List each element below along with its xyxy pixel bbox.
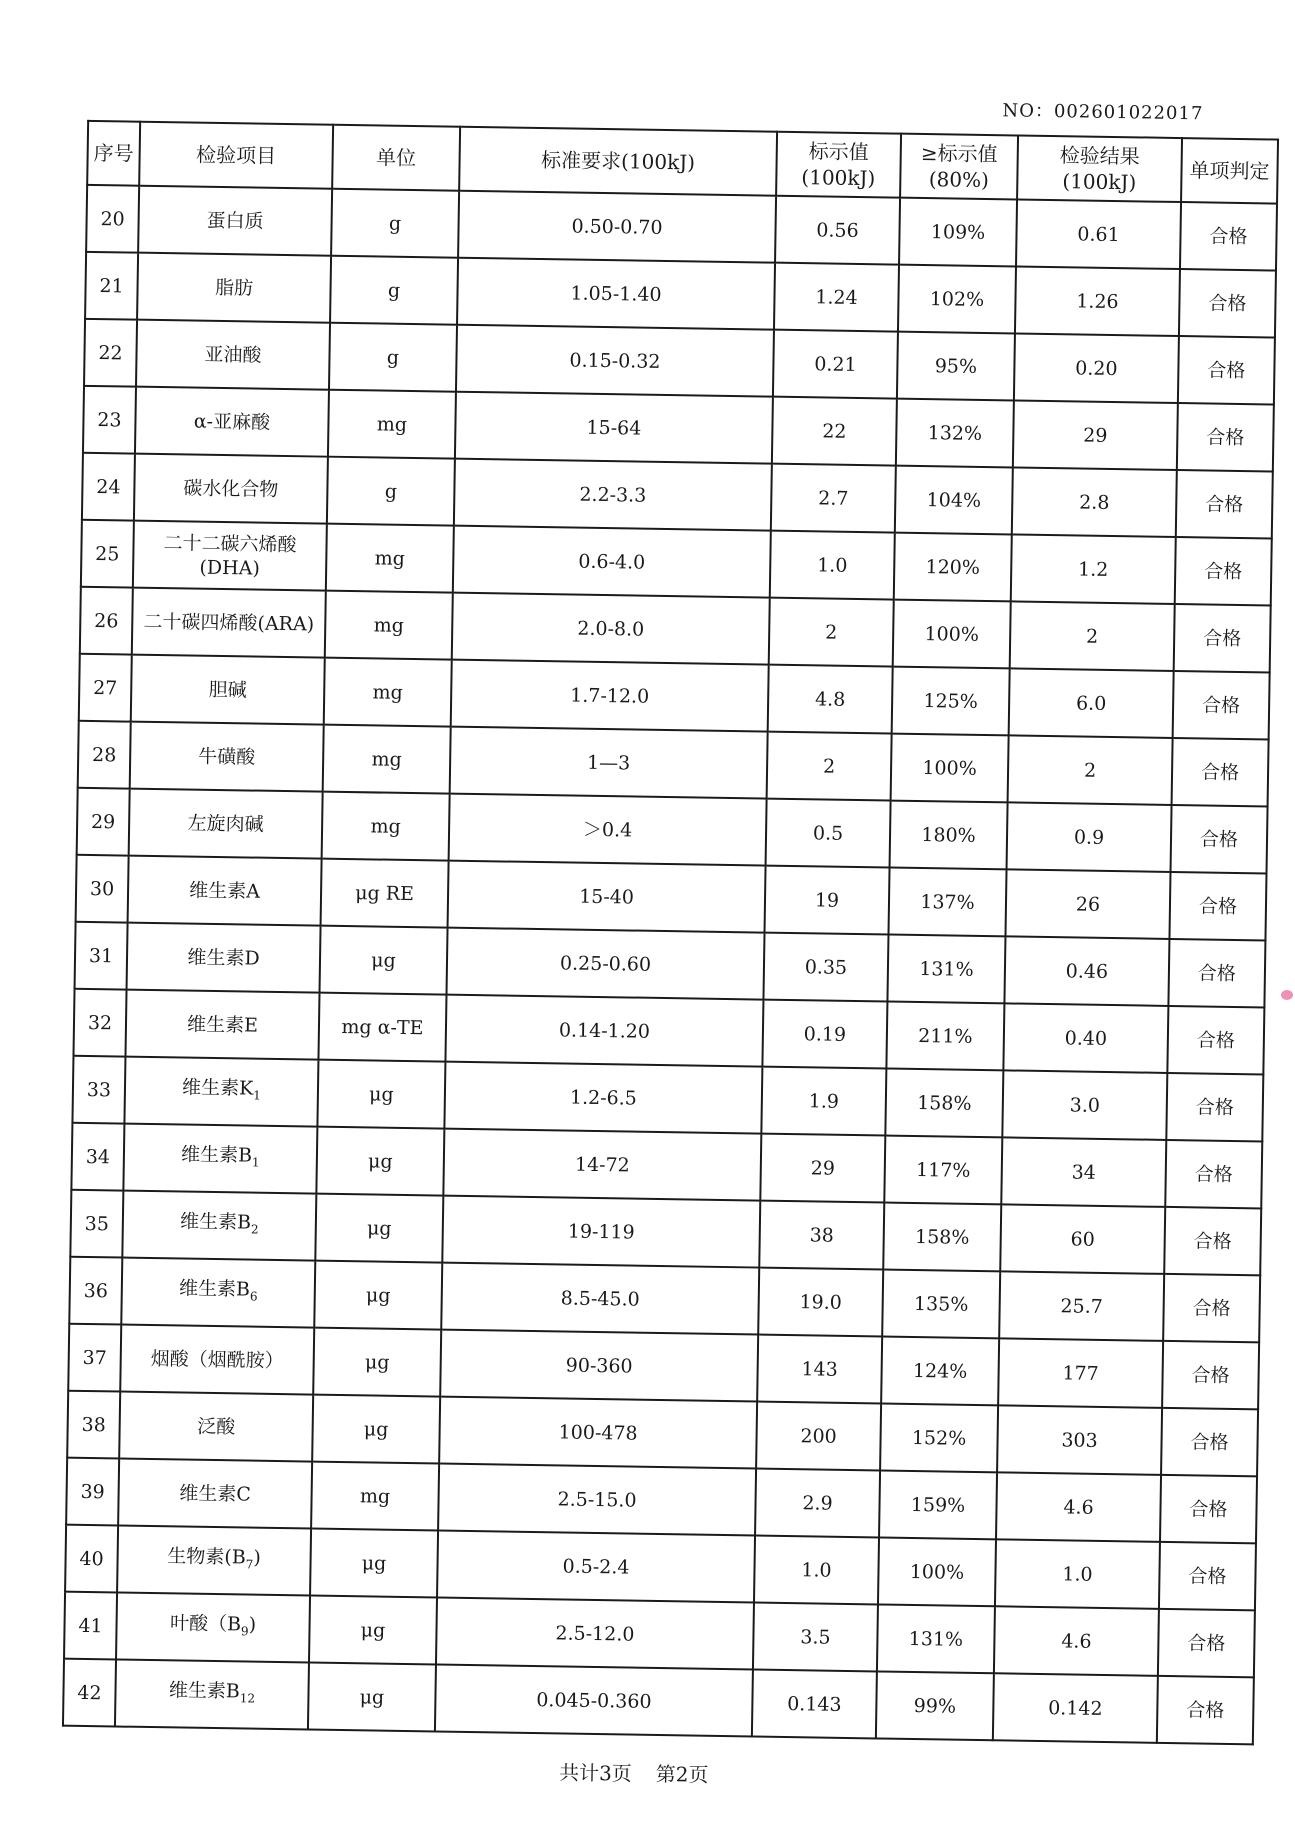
- header-label-value-line2: (100kJ): [801, 165, 876, 191]
- header-percent-line2: (80%): [928, 167, 990, 193]
- header-percent-line1: ≥标示值: [920, 140, 998, 167]
- row-item: [116, 1592, 310, 1662]
- row-percent: 104%: [895, 466, 1013, 535]
- row-standard: 15-64: [455, 392, 773, 464]
- total-pages: 共计3页: [558, 1760, 632, 1786]
- row-unit: mg: [323, 725, 451, 794]
- row-number: 31: [75, 922, 128, 990]
- row-judgement: 合格: [1158, 1609, 1255, 1677]
- row-number: 36: [69, 1257, 122, 1325]
- row-result: 0.46: [1004, 936, 1169, 1006]
- row-result: 34: [1001, 1137, 1166, 1207]
- row-unit: mg: [324, 658, 452, 727]
- row-label-value: 0.5: [766, 799, 891, 868]
- row-result: 1.2: [1011, 534, 1176, 604]
- row-result: 6.0: [1009, 668, 1174, 738]
- row-item: [123, 1124, 317, 1194]
- row-item: [133, 521, 327, 591]
- row-item: [132, 588, 326, 658]
- row-result: 0.20: [1014, 333, 1179, 403]
- row-judgement: 合格: [1173, 671, 1270, 739]
- row-label-value: 4.8: [768, 665, 893, 734]
- row-result: 1.26: [1015, 266, 1180, 336]
- row-number: 42: [63, 1659, 116, 1727]
- row-percent: 109%: [899, 198, 1017, 267]
- row-judgement: 合格: [1180, 202, 1277, 270]
- header-label-value-line1: 标示值: [808, 139, 869, 165]
- item-suffix: (DHA): [199, 556, 261, 580]
- item-name: 二十碳四烯酸(ARA): [143, 610, 315, 635]
- row-number: 29: [77, 788, 130, 856]
- row-number: 25: [81, 520, 134, 588]
- row-standard: 0.6-4.0: [453, 526, 771, 598]
- item-name: 胆碱: [208, 678, 247, 701]
- inspection-table: [62, 120, 1279, 1746]
- row-item: [117, 1526, 311, 1596]
- row-label-value: 0.19: [762, 1000, 887, 1069]
- row-number: 39: [66, 1458, 119, 1526]
- row-label-value: 143: [757, 1335, 882, 1404]
- row-judgement: 合格: [1176, 470, 1273, 538]
- row-number: 26: [80, 587, 133, 655]
- row-label-value: 1.24: [774, 263, 899, 332]
- item-name: 亚油酸: [204, 343, 262, 367]
- row-judgement: 合格: [1160, 1475, 1257, 1543]
- row-result: 0.40: [1003, 1003, 1168, 1073]
- ink-stain: [1281, 990, 1293, 1000]
- row-standard: 8.5-45.0: [441, 1263, 759, 1335]
- row-percent: 100%: [893, 600, 1011, 669]
- item-name: α-亚麻酸: [193, 410, 271, 434]
- item-name: 烟酸（烟酰胺）: [150, 1347, 284, 1372]
- row-number: 41: [64, 1592, 117, 1660]
- row-percent: 131%: [877, 1604, 995, 1673]
- row-label-value: 38: [759, 1201, 884, 1270]
- row-item: [137, 253, 331, 323]
- row-judgement: 合格: [1166, 1073, 1263, 1141]
- row-number: 23: [83, 386, 136, 454]
- row-judgement: 合格: [1171, 805, 1268, 873]
- item-name: 维生素B: [180, 1143, 253, 1167]
- row-percent: 152%: [880, 1403, 998, 1472]
- row-standard: 0.25-0.60: [446, 928, 764, 1000]
- row-judgement: 合格: [1163, 1274, 1260, 1342]
- row-standard: 2.0-8.0: [452, 593, 770, 665]
- row-label-value: 0.143: [752, 1669, 877, 1738]
- row-result: 25.7: [999, 1271, 1164, 1341]
- row-judgement: 合格: [1159, 1542, 1256, 1610]
- row-unit: μg: [310, 1529, 438, 1598]
- row-label-value: 1.0: [754, 1536, 879, 1605]
- row-unit: mg: [328, 390, 456, 459]
- row-label-value: 0.56: [775, 196, 900, 265]
- row-result: 303: [997, 1405, 1162, 1475]
- row-label-value: 0.35: [763, 933, 888, 1002]
- row-item: [136, 320, 330, 390]
- row-standard: 2.5-15.0: [438, 1464, 756, 1536]
- row-result: 4.6: [994, 1606, 1159, 1676]
- header-unit: 单位: [332, 125, 460, 191]
- item-subscript: 6: [249, 1289, 258, 1304]
- item-name: 二十二碳六烯酸: [163, 531, 297, 556]
- row-percent: 120%: [894, 533, 1012, 602]
- row-percent: 137%: [888, 868, 1006, 937]
- row-judgement: 合格: [1177, 403, 1274, 471]
- row-number: 33: [72, 1056, 125, 1124]
- row-result: 2: [1010, 601, 1175, 671]
- row-label-value: 2: [769, 598, 894, 667]
- row-standard: ＞0.4: [449, 794, 767, 866]
- row-judgement: 合格: [1161, 1408, 1258, 1476]
- header-judgement: 单项判定: [1181, 138, 1278, 204]
- row-percent: 102%: [898, 265, 1016, 334]
- row-unit: μg RE: [321, 859, 449, 928]
- row-item: [125, 990, 319, 1060]
- item-subscript: 12: [239, 1691, 256, 1706]
- row-judgement: 合格: [1157, 1676, 1254, 1744]
- row-item: [138, 186, 332, 256]
- row-label-value: 29: [760, 1134, 885, 1203]
- row-standard: 2.2-3.3: [454, 459, 772, 531]
- row-standard: 19-119: [442, 1196, 760, 1268]
- item-name: 泛酸: [196, 1415, 236, 1438]
- row-number: 20: [86, 185, 139, 253]
- row-item: [128, 856, 322, 926]
- row-unit: mg α-TE: [318, 993, 446, 1062]
- item-name: 维生素E: [186, 1013, 259, 1037]
- item-name: 维生素A: [189, 879, 261, 903]
- row-unit: mg: [311, 1462, 439, 1531]
- row-unit: μg: [315, 1194, 443, 1263]
- row-item: [124, 1057, 318, 1127]
- row-judgement: 合格: [1178, 336, 1275, 404]
- header-result-line1: 检验结果: [1059, 143, 1140, 169]
- row-number: 21: [85, 252, 138, 320]
- row-result: 1.0: [995, 1539, 1160, 1609]
- row-percent: 135%: [882, 1269, 1000, 1338]
- row-number: 30: [76, 855, 129, 923]
- row-judgement: 合格: [1162, 1341, 1259, 1409]
- item-name: 生物素(B: [167, 1545, 246, 1569]
- row-judgement: 合格: [1164, 1207, 1261, 1275]
- row-judgement: 合格: [1174, 604, 1271, 672]
- row-standard: 15-40: [448, 861, 766, 933]
- row-percent: 211%: [886, 1002, 1004, 1071]
- row-judgement: 合格: [1165, 1140, 1262, 1208]
- row-judgement: 合格: [1175, 537, 1272, 605]
- row-result: 0.61: [1016, 199, 1181, 269]
- header-label-value: [776, 132, 901, 198]
- row-percent: 180%: [890, 801, 1008, 870]
- row-label-value: 2: [767, 732, 892, 801]
- row-standard: 1—3: [450, 727, 768, 799]
- item-name: 叶酸（B: [169, 1612, 242, 1636]
- row-unit: g: [331, 189, 459, 258]
- row-percent: 99%: [876, 1671, 994, 1740]
- row-label-value: 0.21: [773, 330, 898, 399]
- row-standard: 0.045-0.360: [435, 1665, 753, 1737]
- row-result: 4.6: [996, 1472, 1161, 1542]
- row-result: 0.142: [993, 1673, 1158, 1743]
- item-subscript: 1: [251, 1155, 260, 1170]
- item-name: 维生素B: [168, 1679, 241, 1703]
- header-percent: [900, 134, 1018, 200]
- item-name: 维生素C: [179, 1481, 252, 1506]
- item-name: 蛋白质: [206, 209, 264, 233]
- row-unit: μg: [314, 1261, 442, 1330]
- row-item: [131, 655, 325, 725]
- row-number: 22: [84, 319, 137, 387]
- row-number: 24: [82, 453, 135, 521]
- row-label-value: 2.9: [755, 1469, 880, 1538]
- row-unit: μg: [312, 1395, 440, 1464]
- item-name: 维生素B: [178, 1277, 251, 1301]
- header-standard: 标准要求(100kJ): [459, 127, 777, 196]
- row-standard: 0.15-0.32: [456, 325, 774, 397]
- item-name: 维生素K: [181, 1076, 254, 1100]
- row-standard: 100-478: [439, 1397, 757, 1469]
- row-item: [115, 1659, 309, 1729]
- row-label-value: 1.9: [761, 1067, 886, 1136]
- row-standard: 0.14-1.20: [445, 995, 763, 1067]
- row-judgement: 合格: [1169, 872, 1266, 940]
- row-result: 177: [998, 1338, 1163, 1408]
- row-item: [127, 923, 321, 993]
- row-result: 26: [1005, 869, 1170, 939]
- row-unit: mg: [325, 591, 453, 660]
- item-name: 左旋肉碱: [187, 812, 264, 836]
- row-percent: 158%: [885, 1069, 1003, 1138]
- row-standard: 14-72: [443, 1129, 761, 1201]
- row-item: [135, 387, 329, 457]
- row-number: 40: [65, 1525, 118, 1593]
- row-label-value: 1.0: [770, 531, 895, 600]
- row-percent: 95%: [897, 332, 1015, 401]
- row-percent: 124%: [881, 1336, 999, 1405]
- row-result: 60: [1000, 1204, 1165, 1274]
- header-item: 检验项目: [139, 122, 333, 189]
- report-number: NO：002601022017: [1002, 100, 1204, 125]
- row-item: [129, 789, 323, 859]
- item-subscript: 2: [250, 1222, 259, 1237]
- row-unit: mg: [322, 792, 450, 861]
- row-number: 27: [79, 654, 132, 722]
- table-body: [63, 185, 1277, 1745]
- item-name: 维生素D: [187, 946, 260, 970]
- row-judgement: 合格: [1179, 269, 1276, 337]
- row-item: [120, 1325, 314, 1395]
- row-percent: 131%: [887, 935, 1005, 1004]
- row-unit: μg: [313, 1328, 441, 1397]
- header-result-line2: (100kJ): [1062, 169, 1137, 195]
- row-percent: 158%: [883, 1203, 1001, 1272]
- row-standard: 0.50-0.70: [458, 191, 776, 263]
- item-subscript: 1: [253, 1088, 261, 1103]
- row-judgement: 合格: [1168, 939, 1265, 1007]
- row-unit: g: [327, 457, 455, 526]
- item-name: 碳水化合物: [183, 476, 279, 501]
- row-percent: 132%: [896, 399, 1014, 468]
- row-item: [118, 1459, 312, 1529]
- row-number: 34: [71, 1123, 124, 1191]
- row-percent: 125%: [892, 667, 1010, 736]
- header-no: 序号: [87, 121, 140, 186]
- row-label-value: 19.0: [758, 1268, 883, 1337]
- row-standard: 0.5-2.4: [437, 1531, 755, 1603]
- row-unit: g: [329, 323, 457, 392]
- header-result: [1017, 135, 1182, 202]
- row-standard: 1.7-12.0: [451, 660, 769, 732]
- row-judgement: 合格: [1167, 1006, 1264, 1074]
- row-item: [119, 1392, 313, 1462]
- row-percent: 159%: [879, 1470, 997, 1539]
- row-unit: mg: [326, 524, 454, 593]
- row-result: 2: [1008, 735, 1173, 805]
- row-judgement: 合格: [1172, 738, 1269, 806]
- row-standard: 2.5-12.0: [436, 1598, 754, 1670]
- page-footer: [0, 1747, 1281, 1796]
- row-percent: 100%: [891, 734, 1009, 803]
- row-item: [130, 722, 324, 792]
- row-standard: 1.05-1.40: [457, 258, 775, 330]
- row-label-value: 19: [765, 866, 890, 935]
- row-unit: μg: [320, 926, 448, 995]
- row-standard: 1.2-6.5: [444, 1062, 762, 1134]
- current-page: 第2页: [655, 1761, 709, 1787]
- row-result: 2.8: [1012, 467, 1177, 537]
- row-number: 37: [68, 1324, 121, 1392]
- row-result: 0.9: [1007, 802, 1172, 872]
- row-item: [134, 454, 328, 524]
- row-item: [122, 1191, 316, 1261]
- row-label-value: 3.5: [753, 1603, 878, 1672]
- row-number: 38: [67, 1391, 120, 1459]
- item-suffix: ): [248, 1613, 257, 1636]
- item-subscript: 9: [240, 1624, 249, 1639]
- row-number: 32: [73, 989, 126, 1057]
- row-unit: μg: [309, 1596, 437, 1665]
- row-percent: 100%: [878, 1537, 996, 1606]
- item-name: 脂肪: [214, 276, 254, 299]
- row-label-value: 200: [756, 1402, 881, 1471]
- row-unit: μg: [316, 1127, 444, 1196]
- row-result: 29: [1013, 400, 1178, 470]
- row-result: 3.0: [1002, 1070, 1167, 1140]
- row-percent: 117%: [884, 1136, 1002, 1205]
- row-standard: 90-360: [440, 1330, 758, 1402]
- row-number: 35: [70, 1190, 123, 1258]
- row-unit: g: [330, 256, 458, 325]
- item-subscript: 7: [245, 1557, 254, 1572]
- row-label-value: 2.7: [771, 464, 896, 533]
- row-label-value: 22: [772, 397, 897, 466]
- item-name: 维生素B: [179, 1210, 252, 1234]
- row-unit: μg: [317, 1060, 445, 1129]
- item-suffix: ): [253, 1546, 262, 1569]
- row-unit: μg: [308, 1663, 436, 1732]
- item-name: 牛磺酸: [198, 745, 256, 769]
- row-number: 28: [78, 721, 131, 789]
- row-item: [121, 1258, 315, 1328]
